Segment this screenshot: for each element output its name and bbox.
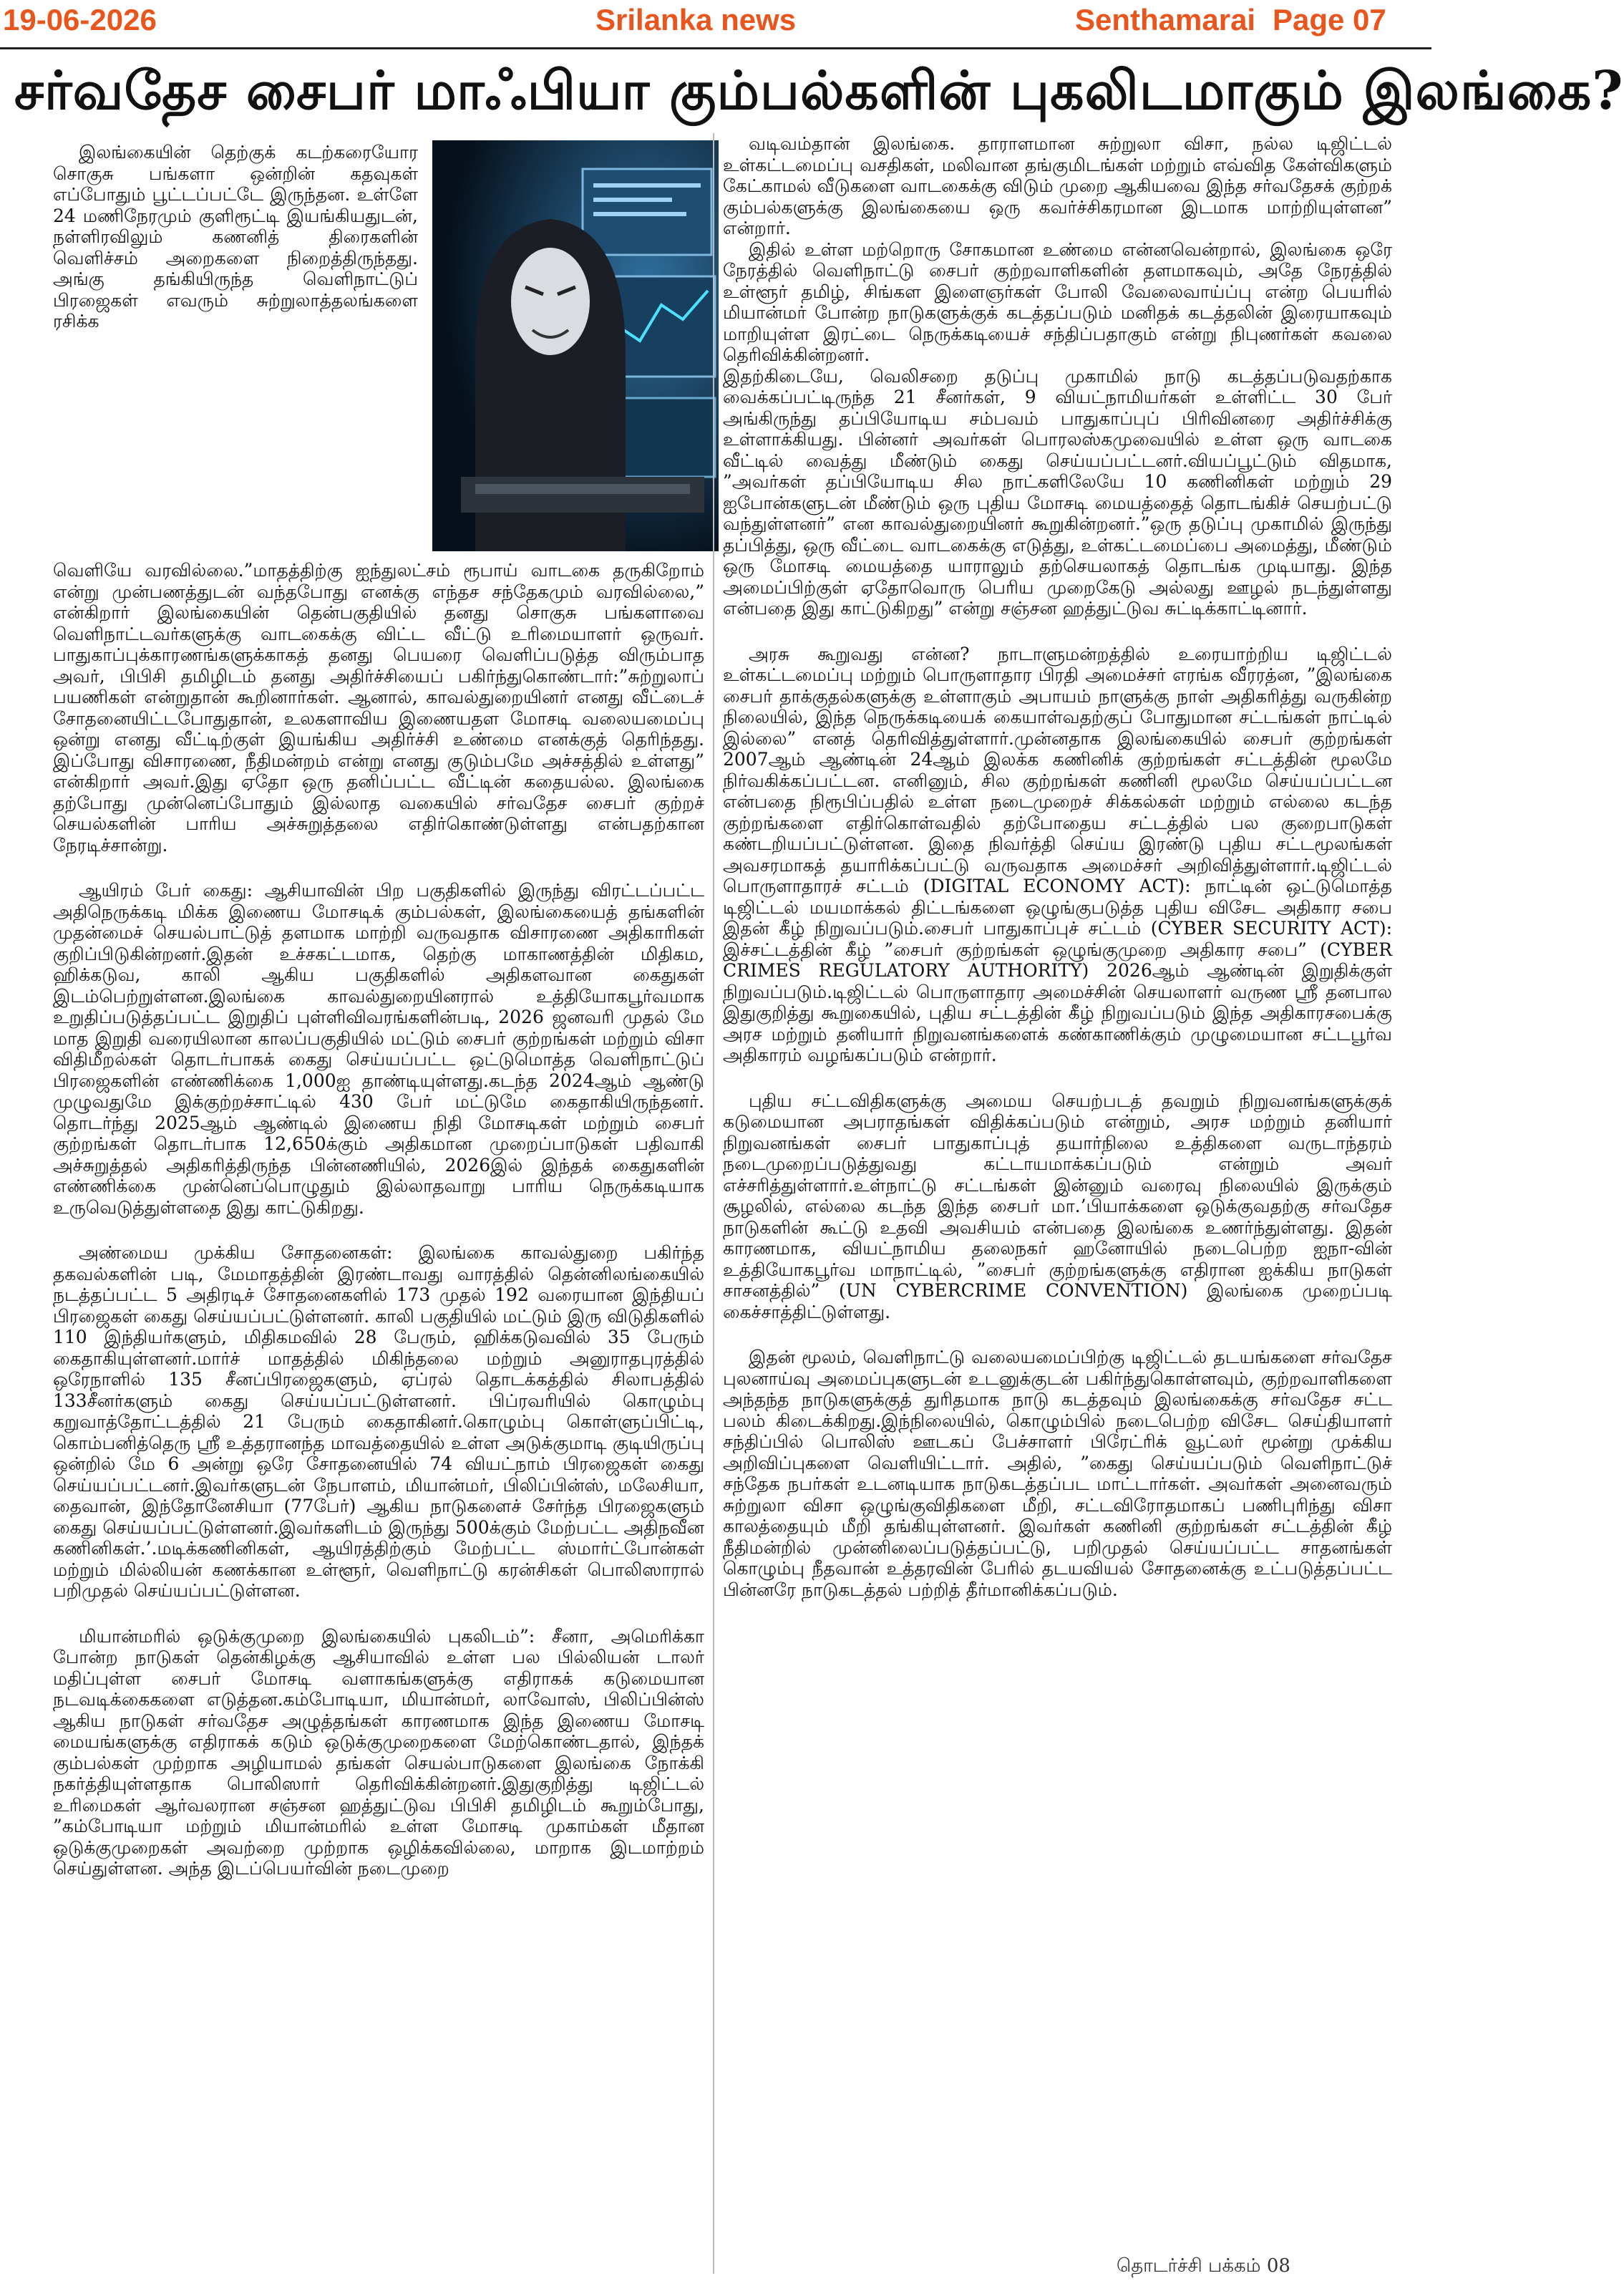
paragraph: ஆயிரம் பேர் கைது: ஆசியாவின் பிற பகுதிகளில் இருந்து விரட்டப்பட்ட அதிநெருக்கடி மிக்க இணைய மோசடிக் கும்பல்கள், இலங்கையைத் தங்களின் முதன்மைச் செயல்பாட்டுத் தளமாக மாற்றி வருவதாக விசாரணை அதிகாரிகள் குறிப்பிடுகின்றனர்.இதன் உச்சகட்டமாக, தெற்கு மாகாணத்தின் மிதிகம, ஹிக்கடுவ, காலி ஆகிய பகுதிகளில் அதிகளவான கைதுகள் இடம்பெற்றுள்ளன.இலங்கை காவல்துறையினரால் உத்தியோகபூர்வமாக உறுதிப்படுத்தப்பட்ட இறுதிப் புள்ளிவிவரங்களின்படி, 2026 ஜனவரி முதல் மே மாத இறுதி வரையிலான காலப்பகுதியில் மட்டும் சைபர் குற்றங்கள் மற்றும் விசா விதிமீறல்கள் தொடர்பாகக் கைது செய்யப்பட்ட ஒட்டுமொத்த வெளிநாட்டுப் பிரஜைகளின் எண்ணிக்கை 1,000ஐ தாண்டியுள்ளது.கடந்த 2024ஆம் ஆண்டு முழுவதுமே இக்குற்றச்சாட்டில் 430 பேர் மட்டுமே கைதாகியிருந்தனர். தொடர்ந்து 2025ஆம் ஆண்டில் இணைய நிதி மோசடிகள் மற்றும் சைபர் குற்றங்கள் தொடர்பாக 12,650க்கும் அதிகமான முறைப்பாடுகள் பதிவாகி அச்சுறுத்தல் அதிகரித்திருந்த பின்னணியில், 2026இல் இந்தக் கைதுகளின் எண்ணிக்கை முன்னெப்பொழுதும் இல்லாதவாறு பாரிய நெருக்கடியாக உருவெடுத்துள்ளதை இது காட்டுகிறது. bbox=[53, 880, 704, 1218]
continued-on-page: தொடர்ச்சி பக்கம் 08 bbox=[1117, 2255, 1290, 2277]
header-rule bbox=[0, 47, 1431, 49]
hooded-hacker-photo bbox=[432, 140, 719, 551]
paragraph: அண்மைய முக்கிய சோதனைகள்: இலங்கை காவல்துறை பகிர்ந்த தகவல்களின் படி, மேமாதத்தின் இரண்டாவது வாரத்தில் தென்னிலங்கையில் நடத்தப்பட்ட 5 அதிரடிச் சோதனைகளில் 173 முதல் 192 வரையான இந்தியப் பிரஜைகள் கைது செய்யப்பட்டுள்ளனர். காலி பகுதியில் மட்டும் இரு விடுதிகளில் 110 இந்தியர்களும், மிதிகமவில் 28 பேரும், ஹிக்கடுவவில் 35 பேரும் கைதாகியுள்ளனர்.மார்ச் மாதத்தில் மிகிந்தலை மற்றும் அனுராதபுரத்தில் ஒரேநாளில் 135 சீனப்பிரஜைகளும், ஏப்ரல் தொடக்கத்தில் சிலாபத்தில் 133சீனர்களும் கைது செய்யப்பட்டுள்ளனர். பிப்ரவரியில் கொழும்பு கறுவாத்தோட்டத்தில் 21 பேரும் கைதாகினர்.கொழும்பு கொள்ளுப்பிட்டி, கொம்பனித்தெரு ஸ்ரீ உத்தரானந்த மாவத்தையில் உள்ள அடுக்குமாடி குடியிருப்பு ஒன்றில் மே 6 அன்று ஒரே சோதனையில் 74 வியட்நாம் பிரஜைகள் கைது செய்யப்பட்டனர்.இவர்களுடன் நேபாளம், மியான்மர், பிலிப்பின்ஸ், மலேசியா, தைவான், இந்தோனேசியா (77பேர்) ஆகிய நாடுகளைச் சேர்ந்த பிரஜைகளும் கைது செய்யப்பட்டுள்ளனர்.இவர்களிடம் இருந்து 500க்கும் மேற்பட்ட அதிநவீன கணினிகள்.’.மடிக்கணினிகள், ஆயிரத்திற்கும் மேற்பட்ட ஸ்மார்ட்போன்கள் மற்றும் மில்லியன் கணக்கான உள்ளூர், வெளிநாட்டு கரன்சிகள் பொலிஸாரால் பறிமுதல் செய்யப்பட்டுள்ளன. bbox=[53, 1242, 704, 1601]
paragraph: இதில் உள்ள மற்றொரு சோகமான உண்மை என்னவென்றால், இலங்கை ஒரே நேரத்தில் வெளிநாட்டு சைபர் குற்றவாளிகளின் தளமாகவும், அதே நேரத்தில் உள்ளூர் தமிழ், சிங்கள இளைஞர்கள் போலி வேலைவாய்ப்பு என்ற பெயரில் மியான்மர் போன்ற நாடுகளுக்குக் கடத்தப்படும் மனிதக் கடத்தலின் இரையாகவும் மாறியுள்ள இரட்டை நெருக்கடியைச் சந்திப்பதாகும் என்று நிபுணர்கள் கவலை தெரிவிக்கின்றனர். bbox=[723, 238, 1392, 365]
hooded-hacker-icon bbox=[432, 140, 719, 551]
paragraph: இதன் மூலம், வெளிநாட்டு வலையமைப்பிற்கு டிஜிட்டல் தடயங்களை சர்வதேச புலனாய்வு அமைப்புகளுடன் உடனுக்குடன் பகிர்ந்துகொள்ளவும், குற்றவாளிகளை அந்தந்த நாடுகளுக்குத் துரிதமாக நாடு கடத்தவும் இலங்கைக்கு சர்வதேச சட்ட பலம் கிடைக்கிறது.இந்நிலையில், கொழும்பில் நடைபெற்ற விசேட செய்தியாளர் சந்திப்பில் பொலிஸ் ஊடகப் பேச்சாளர் பிரேட்ரிக் வூட்லர் மூன்று முக்கிய அறிவிப்புகளை வெளியிட்டார். அதில், ”கைது செய்யப்படும் வெளிநாட்டுச் சந்தேக நபர்கள் உடனடியாக நாடுகடத்தப்பட மாட்டார்கள். அவர்கள் அனைவரும் சுற்றுலா விசா ஒழுங்குவிதிகளை மீறி, சட்டவிரோதமாகப் பணிபுரிந்து விசா காலத்தையும் மீறி தங்கியுள்ளனர். இவர்கள் கணினி குற்றங்கள் சட்டத்தின் கீழ் நீதிமன்றில் முன்னிலைப்படுத்தப்பட்டு, பறிமுதல் செய்யப்பட்ட சாதனங்கள் கொழும்பு நீதவான் உத்தரவின் பேரில் தடயவியல் சோதனைக்கு உட்படுத்தப்பட்ட பின்னரே நாடுகடத்தல் பற்றித் தீர்மானிக்கப்படும். bbox=[723, 1347, 1392, 1600]
paragraph: அரசு கூறுவது என்ன? நாடாளுமன்றத்தில் உரையாற்றிய டிஜிட்டல் உள்கட்டமைப்பு மற்றும் பொருளாதார பிரதி அமைச்சர் எரங்க வீரரத்ன, ”இலங்கை சைபர் தாக்குதல்களுக்கு உள்ளாகும் அபாயம் நாளுக்கு நாள் அதிகரித்து வருகின்ற நிலையில், இந்த நெருக்கடியைக் கையாள்வதற்குப் போதுமான சட்டங்கள் நாட்டில் இல்லை” எனத் தெரிவித்துள்ளார்.முன்னதாக இலங்கையில் சைபர் குற்றங்கள் 2007ஆம் ஆண்டின் 24ஆம் இலக்க கணினிக் குற்றங்கள் சட்டத்தின் மூலமே நிர்வகிக்கப்பட்டன. எனினும், சில குற்றங்கள் கணினி மூலமே செய்யப்பட்டன என்பதை நிரூபிப்பதில் உள்ள நடைமுறைச் சிக்கல்கள் மற்றும் எல்லை கடந்த குற்றங்களை எதிர்கொள்வதில் தற்போதைய சட்டத்தில் பல குறைபாடுகள் கண்டறியப்பட்டுள்ளன. இதை நிவர்த்தி செய்ய இரண்டு புதிய சட்டமூலங்கள் அவசரமாகத் தயாரிக்கப்பட்டு வருவதாக அமைச்சர் அறிவித்துள்ளார்.டிஜிட்டல் பொருளாதாரச் சட்டம் (DIGITAL ECONOMY ACT): நாட்டின் ஒட்டுமொத்த டிஜிட்டல் மயமாக்கல் திட்டங்களை ஒழுங்குபடுத்த புதிய விசேட அதிகார சபை இதன் கீழ் நிறுவப்படும்.சைபர் பாதுகாப்புச் சட்டம் (CYBER SECURITY ACT): இச்சட்டத்தின் கீழ் ”சைபர் குற்றங்கள் ஒழுங்குமுறை அதிகார சபை” (CYBER CRIMES REGULATORY AUTHORITY) 2026ஆம் ஆண்டின் இறுதிக்குள் நிறுவப்படும்.டிஜிட்டல் பொருளாதார அமைச்சின் செயலாளர் வருண ஸ்ரீ தனபால இதுகுறித்து கூறுகையில், புதிய சட்டத்தின் கீழ் நிறுவப்படும் இந்த அதிகாரசபைக்கு அரச மற்றும் தனியார் நிறுவனங்களைக் கண்காணிக்கும் முழுமையான சட்டபூர்வ அதிகாரம் வழங்கப்படும் என்றார். bbox=[723, 643, 1392, 1065]
brand-name: Senthamarai bbox=[1075, 3, 1256, 37]
paragraph: இலங்கையின் தெற்குக் கடற்கரையோர சொகுசு பங்களா ஒன்றின் கதவுகள் எப்போதும் பூட்டப்பட்டே இருந்தன. உள்ளே 24 மணிநேரமும் குளிரூட்டி இயங்கியதுடன், நள்ளிரவிலும் கணனித் திரைகளின் வெளிச்சம் அறைகளை நிறைத்திருந்தது. அங்கு தங்கியிருந்த வெளிநாட்டுப் பிரஜைகள் எவரும் சுற்றுலாத்தலங்களை ரசிக்க bbox=[53, 142, 418, 331]
paragraph: மியான்மரில் ஒடுக்குமுறை இலங்கையில் புகலிடம்”: சீனா, அமெரிக்கா போன்ற நாடுகள் தென்கிழக்கு ஆசியாவில் உள்ள பல பில்லியன் டாலர் மதிப்புள்ள சைபர் மோசடி வளாகங்களுக்கு எதிராகக் கடுமையான நடவடிக்கைகளை எடுத்தன.கம்போடியா, மியான்மர், லாவோஸ், பிலிப்பின்ஸ் ஆகிய நாடுகள் சர்வதேச அழுத்தங்கள் காரணமாக இந்த இணைய மோசடி மையங்களுக்கு எதிராகக் கடும் ஒடுக்குமுறைகளை மேற்கொண்டதால், இந்தக் கும்பல்கள் முற்றாக அழியாமல் தங்கள் செயல்பாடுகளை இலங்கை நோக்கி நகர்த்தியுள்ளதாக பொலிஸார் தெரிவிக்கின்றனர்.இதுகுறித்து டிஜிட்டல் உரிமைகள் ஆர்வலரான சஞ்சன ஹத்துட்டுவ பிபிசி தமிழிடம் கூறும்போது, ”கம்போடியா மற்றும் மியான்மரில் உள்ள மோசடி முகாம்கள் மீதான ஒடுக்குமுறைகள் அவற்றை முற்றாக ஒழிக்கவில்லை, மாறாக இடமாற்றம் செய்துள்ளன. அந்த இடப்பெயர்வின் நடைமுறை bbox=[53, 1625, 704, 1879]
column-1-top bbox=[53, 142, 418, 557]
paragraph: வெளியே வரவில்லை.”மாதத்திற்கு ஐந்துலட்சம் ரூபாய் வாடகை தருகிறோம் என்று முன்பணத்துடன் வந்தபோது எனக்கு எந்தச சந்தேகமும் வரவில்லை,” என்கிறார் இலங்கையின் தென்பகுதியில் தனது சொகுசு பங்களாவை வெளிநாட்டவர்களுக்கு வாடகைக்கு விட்ட வீட்டு உரிமையாளர் ஒருவர். பாதுகாப்புக்காரணங்களுக்காகத் தனது பெயரை வெளிப்படுத்த விரும்பாத அவர், பிபிசி தமிழிடம் தனது அதிர்ச்சியைப் பகிர்ந்துகொண்டார்:”சுற்றுலாப் பயணிகள் என்றுதான் கூறினார்கள். ஆனால், காவல்துறையினர் எனது வீட்டைச் சோதனையிட்டபோதுதான், உலகளாவிய இணையதள மோசடி வலையமைப்பு ஒன்று எனது வீட்டிற்குள் இயங்கிய அதிர்ச்சி உண்மை எனக்குத் தெரிந்தது. இப்போது விசாரணை, நீதிமன்றம் என்று எனது குடும்பமே அச்சத்தில் உள்ளது” என்கிறார் அவர்.இது ஏதோ ஒரு தனிப்பட்ட வீட்டின் கதையல்ல. இலங்கை தற்போது முன்னெப்போதும் இல்லாத வகையில் சர்வதேச சைபர் குற்றச் செயல்களின் பாரிய அச்சுறுத்தலை எதிர்கொண்டுள்ளது என்பதற்கான நேரடிச்சான்று. bbox=[53, 560, 704, 856]
column-divider bbox=[713, 133, 714, 2274]
column-2 bbox=[723, 133, 1392, 2267]
paper-name: Srilanka news bbox=[595, 3, 797, 37]
paragraph: வடிவம்தான் இலங்கை. தாராளமான சுற்றுலா விசா, நல்ல டிஜிட்டல் உள்கட்டமைப்பு வசதிகள், மலிவான தங்குமிடங்கள் மற்றும் எவ்வித கேள்விகளும் கேட்காமல் வீடுகளை வாடகைக்கு விடும் முறை ஆகியவை இந்த சர்வதேசக் குற்றக் கும்பல்களுக்கு இலங்கையை ஒரு கவர்ச்சிகரமான இடமாக மாற்றியுள்ளன” என்றார். bbox=[723, 133, 1392, 238]
paragraph: இதற்கிடையே, வெலிசறை தடுப்பு முகாமில் நாடு கடத்தப்படுவதற்காக வைக்கப்பட்டிருந்த 21 சீனர்கள், 9 வியட்நாமியர்கள் உள்ளிட்ட 30 பேர் அங்கிருந்து தப்பியோடிய சம்பவம் பாதுகாப்புப் பிரிவினரை அதிர்ச்சிக்கு உள்ளாக்கியது. பின்னர் அவர்கள் பொரலஸ்கமுவையில் உள்ள ஒரு வாடகை வீட்டில் வைத்து மீண்டும் கைது செய்யப்பட்டனர்.வியப்பூட்டும் விதமாக, ”அவர்கள் தப்பியோடிய சில நாட்களிலேயே 10 கணினிகள் மற்றும் 29 ஐபோன்களுடன் மீண்டும் ஒரு புதிய மோசடி மையத்தைத் தொடங்கிச் செயற்பட்டு வந்துள்ளனர்” என காவல்துறையினர் கூறுகின்றனர்.”ஒரு தடுப்பு முகாமில் இருந்து தப்பித்து, ஒரு வீட்டை வாடகைக்கு எடுத்து, உள்கட்டமைப்பை அமைத்து, மீண்டும் ஒரு மோசடி மையத்தை யாராலும் தற்செயலாகத் தொடங்க முடியாது. இந்த அமைப்பிற்குள் ஏதோவொரு பெரிய முறைகேடு அல்லது ஊழல் நடந்துள்ளது என்பதை இது காட்டுகிறது” என்று சஞ்சன ஹத்துட்டுவ சுட்டிக்காட்டினார். bbox=[723, 365, 1392, 619]
page-number: Page 07 bbox=[1273, 3, 1386, 37]
issue-date: 19-06-2026 bbox=[3, 3, 157, 37]
page-header bbox=[0, 0, 1431, 46]
headline: சர்வதேச சைபர் மாஃபியா கும்பல்களின் புகலிடமாகும் இலங்கை? bbox=[14, 60, 1624, 122]
paragraph: புதிய சட்டவிதிகளுக்கு அமைய செயற்படத் தவறும் நிறுவனங்களுக்குக் கடுமையான அபராதங்கள் விதிக்கப்படும் என்றும், அரச மற்றும் தனியார் நிறுவனங்கள் சைபர் பாதுகாப்புத் தயார்நிலை உத்திகளை வருடாந்தரம் நடைமுறைப்படுத்துவது கட்டாயமாக்கப்படும் என்றும் அவர் எச்சரித்துள்ளார்.உள்நாட்டு சட்டங்கள் இன்னும் வரைவு நிலையில் இருக்கும் சூழலில், எல்லை கடந்த இந்த சைபர் மா.’பியாக்களை ஒடுக்குவதற்கு சர்வதேச நாடுகளின் கூட்டு உதவி அவசியம் என்பதை இலங்கை உணர்ந்துள்ளது. இதன் காரணமாக, வியட்நாமிய தலைநகர் ஹனோயில் நடைபெற்ற ஐநா-வின் உத்தியோகபூர்வ மாநாட்டில், ”சைபர் குற்றங்களுக்கு எதிரான ஐக்கிய நாடுகள் சாசனத்தில்” (UN CYBERCRIME CONVENTION) இலங்கை முறைப்படி கைச்சாத்திட்டுள்ளது. bbox=[723, 1090, 1392, 1322]
column-1 bbox=[53, 560, 704, 2285]
